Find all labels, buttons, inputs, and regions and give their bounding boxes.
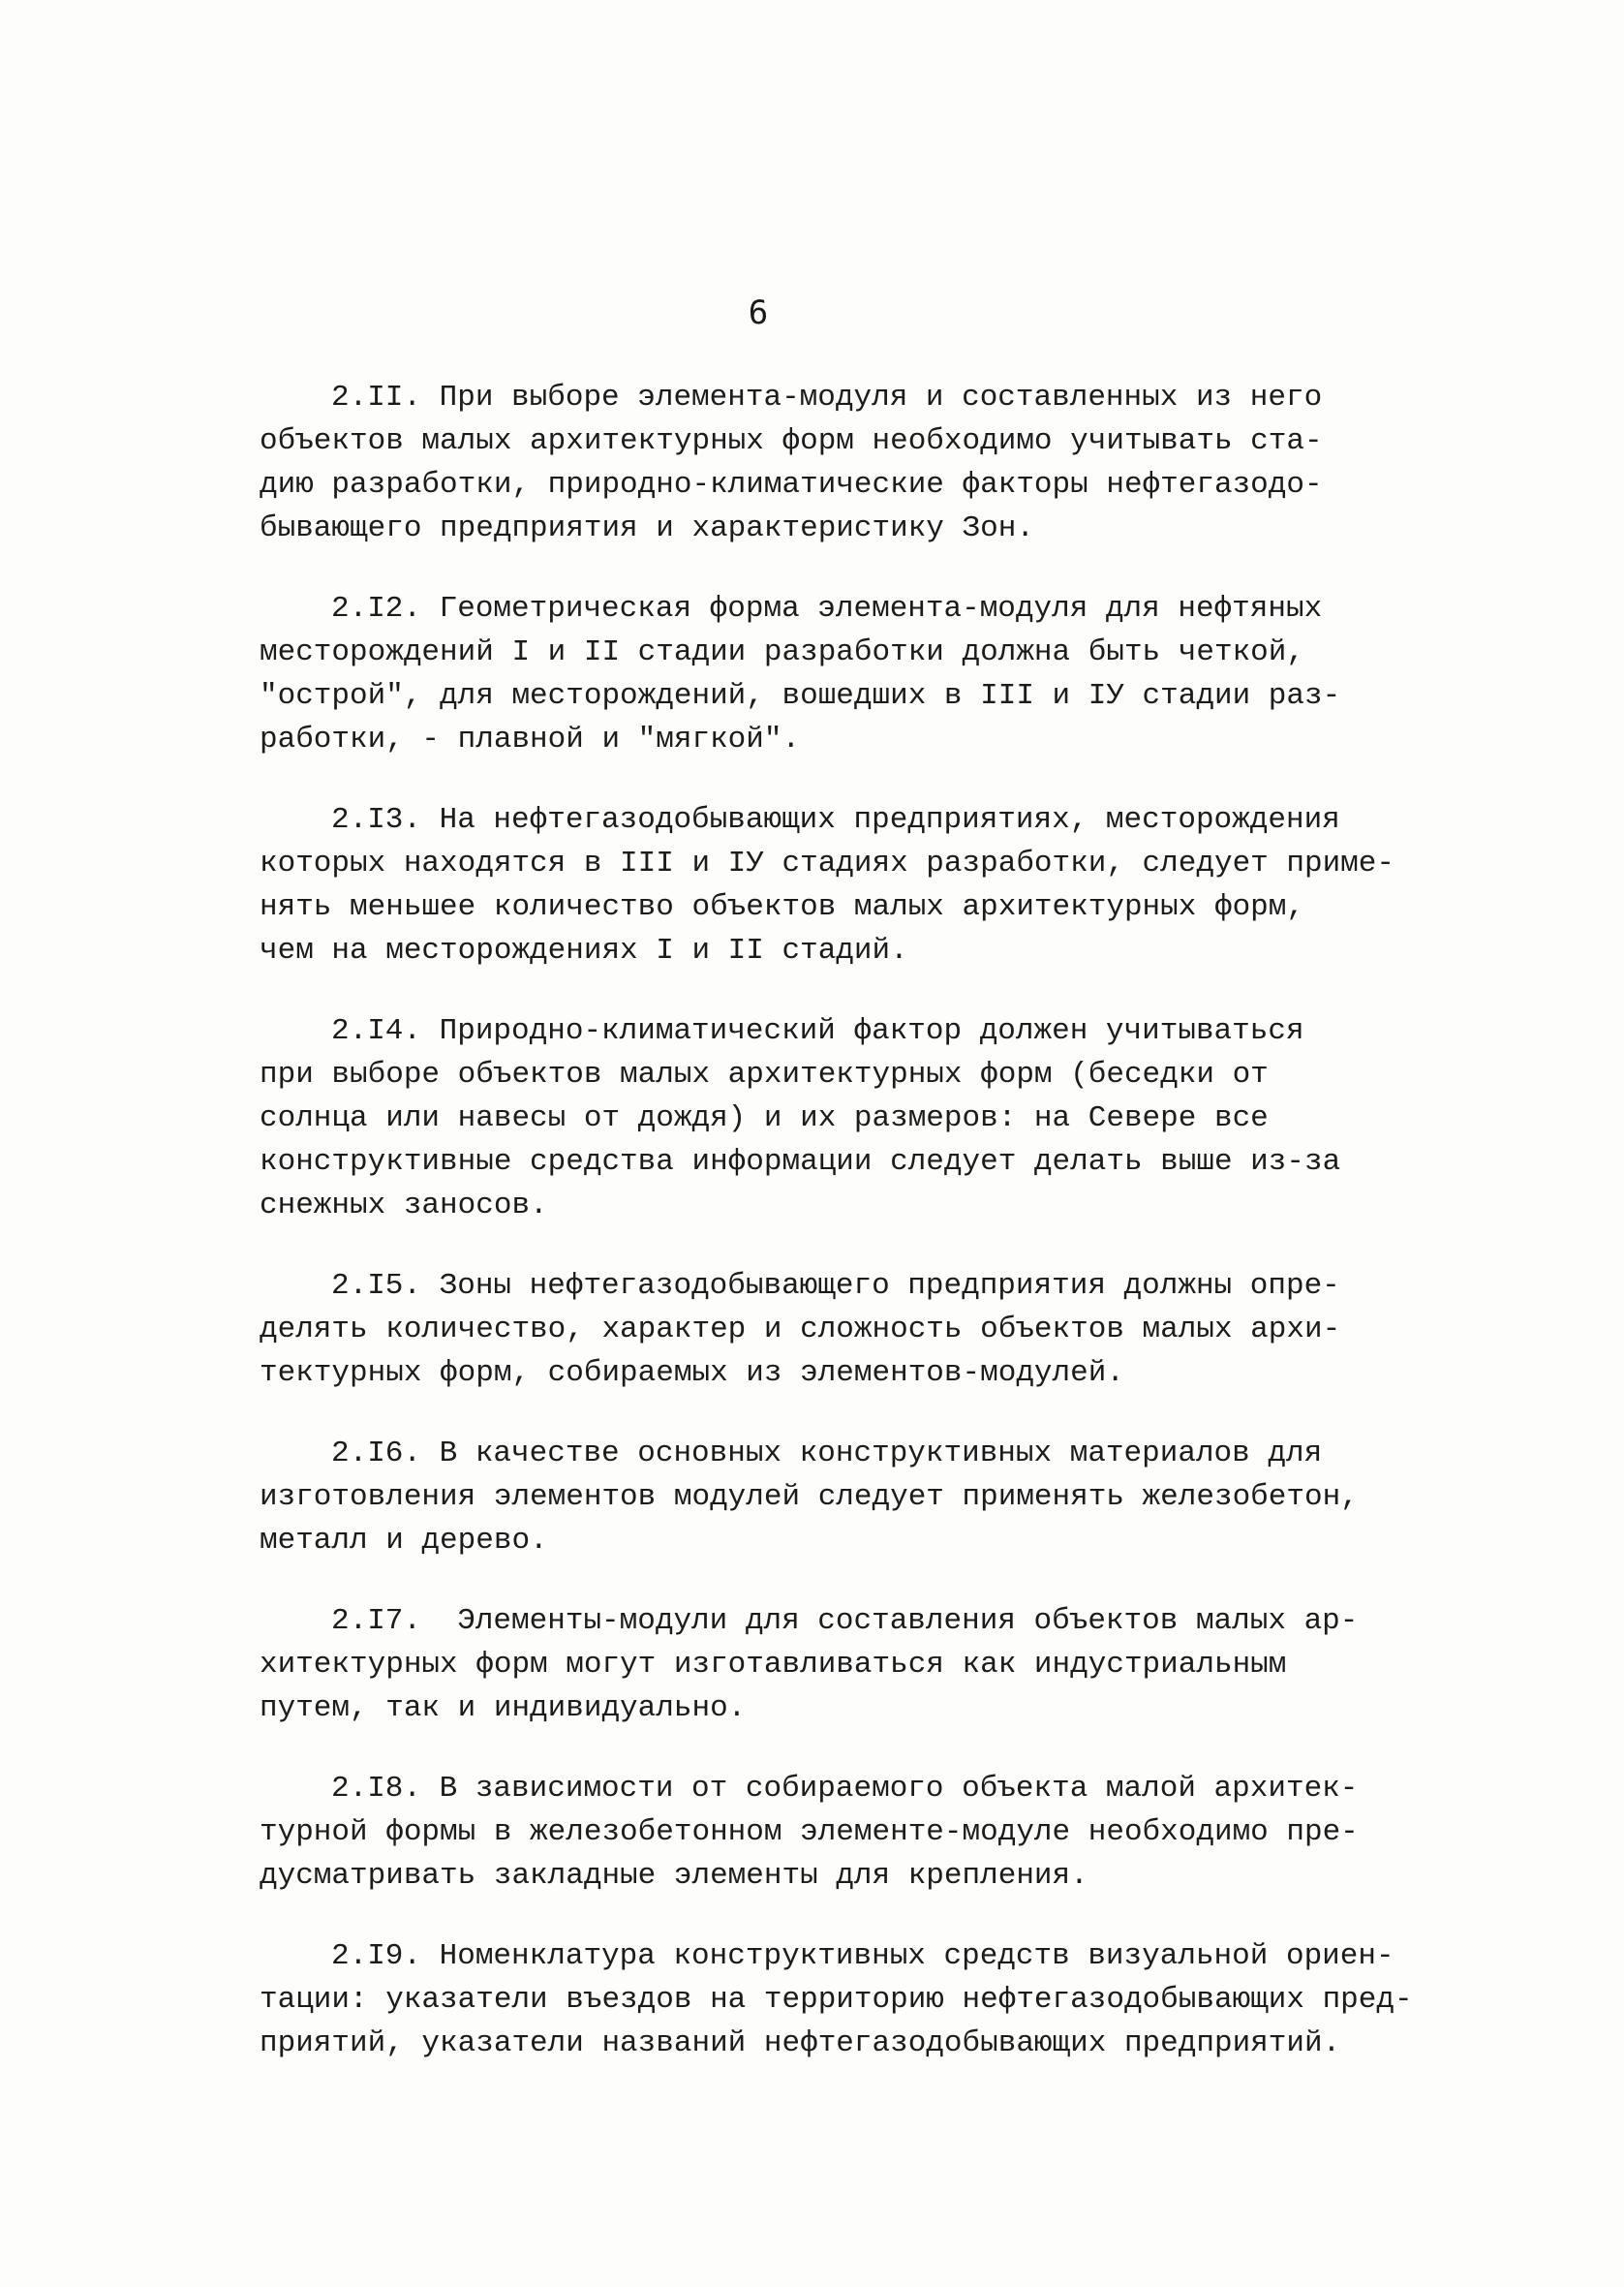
page-number: 6 [748, 294, 769, 332]
paragraph-line: приятий, указатели названий нефтегазодобывающих предприятий. [260, 2026, 1341, 2060]
paragraph-line: 2.I4. Природно-климатический фактор должен учитываться [331, 1014, 1304, 1048]
paragraph-line: чем на месторождениях I и II стадий. [260, 934, 908, 968]
paragraph-line: бывающего предприятия и характеристику Зон. [260, 511, 1034, 545]
paragraph-line: 2.I9. Номенклатура конструктивных средств визуальной ориен- [331, 1939, 1394, 1973]
paragraph-line: 2.I6. В качестве основных конструктивных материалов для [331, 1437, 1323, 1470]
paragraph-line: путем, так и индивидуально. [260, 1691, 747, 1725]
paragraph-line: дусматривать закладные элементы для крепления. [260, 1859, 1088, 1893]
paragraph-line: хитектурных форм могут изготавливаться как индустриальным [260, 1648, 1287, 1682]
paragraph-2-12 [260, 587, 1344, 761]
paragraph-line: месторождений I и II стадии разработки должна быть четкой, [260, 635, 1304, 669]
paragraph-line: "острой", для месторождений, вошедших в III и IУ стадии раз- [260, 679, 1341, 713]
paragraph-2-14 [260, 1009, 1344, 1227]
paragraph-2-17 [260, 1599, 1359, 1730]
paragraph-2-15 [260, 1264, 1344, 1395]
paragraph-line: тации: указатели въездов на территорию нефтегазодобывающих пред- [260, 1983, 1413, 2017]
paragraph-2-16 [260, 1432, 1359, 1562]
paragraph-2-19 [260, 1934, 1413, 2065]
paragraph-2-11 [260, 376, 1344, 550]
paragraph-line: работки, - плавной и "мягкой". [260, 723, 801, 757]
paragraph-line: 2.I8. В зависимости от собираемого объекта малой архитек- [331, 1772, 1359, 1806]
paragraph-line: 2.I2. Геометрическая форма элемента-модуля для нефтяных [331, 592, 1323, 626]
paragraph-line: снежных заносов. [260, 1189, 548, 1222]
paragraph-line: конструктивные средства информации следует делать выше из-за [260, 1145, 1341, 1179]
paragraph-line: при выборе объектов малых архитектурных форм (беседки от [260, 1058, 1269, 1092]
paragraph-line: изготовления элементов модулей следует применять железобетон, [260, 1480, 1359, 1514]
paragraph-line: солнца или навесы от дождя) и их размеров: на Севере все [260, 1101, 1269, 1135]
paragraph-line: турной формы в железобетонном элементе-модуле необходимо пре- [260, 1815, 1359, 1849]
paragraph-line: объектов малых архитектурных форм необходимо учитывать ста- [260, 424, 1323, 458]
paragraph-line: нять меньшее количество объектов малых архитектурных форм, [260, 890, 1304, 924]
paragraph-line: 2.I5. Зоны нефтегазодобывающего предприятия должны опре- [331, 1269, 1340, 1303]
paragraph-line: делять количество, характер и сложность объектов малых архи- [260, 1313, 1341, 1346]
paragraph-line: тектурных форм, собираемых из элементов-модулей. [260, 1356, 1124, 1390]
paragraph-line: 2.II. При выборе элемента-модуля и составленных из него [331, 381, 1323, 415]
paragraph-line: 2.I7. Элементы-модули для составления объектов малых ар- [331, 1604, 1359, 1638]
paragraph-line: металл и дерево. [260, 1524, 548, 1558]
paragraph-2-18 [260, 1767, 1359, 1898]
document-body [260, 376, 1413, 2102]
paragraph-line: 2.I3. На нефтегазодобывающих предприятиях, месторождения [331, 803, 1340, 837]
paragraph-line: дию разработки, природно-климатические факторы нефтегазодо- [260, 468, 1323, 502]
paragraph-2-13 [260, 798, 1394, 973]
paragraph-line: которых находятся в III и IУ стадиях разработки, следует приме- [260, 847, 1394, 881]
